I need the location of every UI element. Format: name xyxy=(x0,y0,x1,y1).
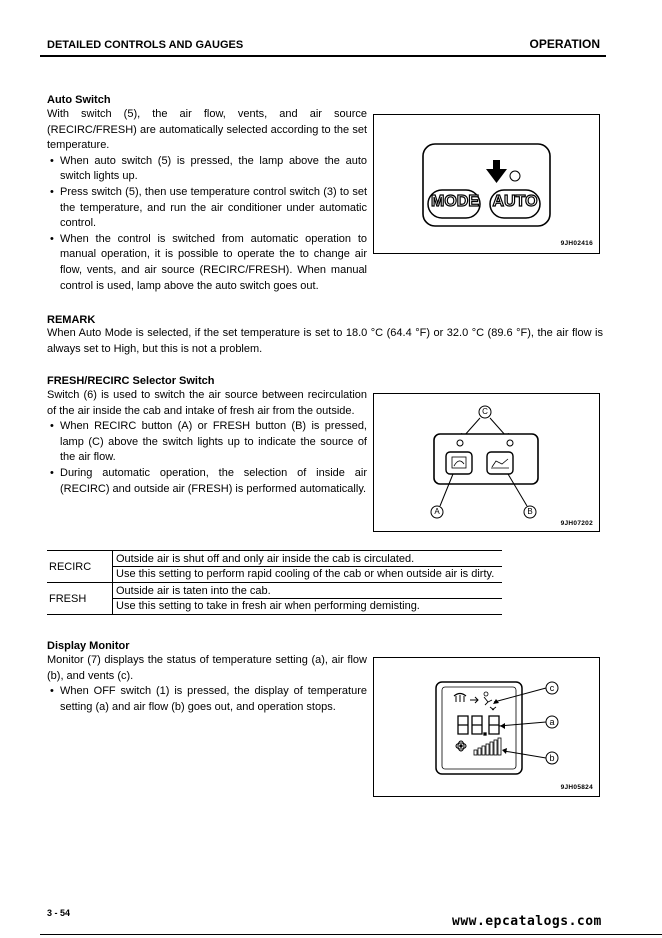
callout-c-label: C xyxy=(482,407,488,416)
fresh-recirc-title: FRESH/RECIRC Selector Switch xyxy=(47,375,215,387)
auto-switch-title: Auto Switch xyxy=(47,94,111,106)
fresh-recirc-body xyxy=(47,388,367,497)
callout-c-label: c xyxy=(549,683,555,693)
display-monitor-bullet: • When OFF switch (1) is pressed, the display of temperature setting (a) and air flow (b) goes out, and operation stops. xyxy=(47,684,367,715)
fresh-recirc-bullet: • During automatic operation, the selection of inside air (RECIRC) and outside air (FRESH) is performed automatically. xyxy=(47,466,367,497)
auto-switch-figure xyxy=(373,114,600,254)
mode-button-label: MODE xyxy=(431,193,479,210)
callout-b-label: b xyxy=(549,753,555,763)
display-monitor-illustration xyxy=(374,658,599,796)
page-number: 3 - 54 xyxy=(47,908,71,918)
mode-desc-line: Use this setting to take in fresh air when performing demisting. xyxy=(113,598,502,613)
auto-switch-bullet: • When auto switch (5) is pressed, the lamp above the auto switch lights up. xyxy=(47,154,367,185)
callout-b-label: B xyxy=(527,507,533,516)
running-header-right: OPERATION xyxy=(529,37,600,51)
auto-switch-intro: With switch (5), the air flow, vents, and air source (RECIRC/FRESH) are automatically selected according to the set temperature. xyxy=(47,108,367,152)
display-monitor-title: Display Monitor xyxy=(47,640,130,652)
auto-switch-bullet: • When the control is switched from automatic operation to manual operation, it is possible to operate the to change air flow, vents, and air source (RECIRC/FRESH). When manual control is used, lamp above the auto switch goes out. xyxy=(47,232,367,294)
fresh-lamp-icon xyxy=(507,440,513,446)
header-rule xyxy=(40,55,606,57)
mode-desc-line: Outside air is shut off and only air inside the cab is circulated. xyxy=(116,553,415,565)
mode-desc-line: Outside air is taten into the cab. xyxy=(116,585,271,597)
table-row xyxy=(47,583,502,615)
callout-a-label: A xyxy=(434,507,440,516)
mode-description xyxy=(113,583,503,615)
callout-a-label: a xyxy=(549,717,555,727)
auto-switch-panel-illustration xyxy=(374,115,599,253)
auto-switch-body xyxy=(47,107,367,294)
table-row xyxy=(47,551,502,583)
fresh-recirc-bullet: • When RECIRC button (A) or FRESH button (B) is pressed, lamp (C) above the switch lights up to indicate the source of the air flow. xyxy=(47,419,367,466)
display-monitor-figure xyxy=(373,657,600,797)
mode-name: RECIRC xyxy=(47,551,113,583)
air-source-table xyxy=(47,550,502,615)
auto-switch-bullets xyxy=(47,154,367,294)
watermark-url: www.epcatalogs.com xyxy=(452,914,602,929)
display-monitor-intro: Monitor (7) displays the status of temperature setting (a), air flow (b), and vents (c). xyxy=(47,654,367,682)
display-monitor-bullets xyxy=(47,684,367,715)
fresh-recirc-bullets xyxy=(47,419,367,497)
fresh-recirc-figure xyxy=(373,393,600,532)
running-header-left: DETAILED CONTROLS AND GAUGES xyxy=(47,39,244,51)
figure-code: 9JH07202 xyxy=(560,520,593,527)
mode-description xyxy=(113,551,503,583)
recirc-lamp-icon xyxy=(457,440,463,446)
figure-code: 9JH05824 xyxy=(560,784,593,791)
footer-rule xyxy=(40,934,662,935)
auto-lamp-icon xyxy=(510,171,520,181)
display-monitor-body xyxy=(47,653,367,715)
mode-desc-line: Use this setting to perform rapid cooling of the cab or when outside air is dirty. xyxy=(113,566,502,581)
figure-code: 9JH02416 xyxy=(560,240,593,247)
remark-text: When Auto Mode is selected, if the set temperature is set to 18.0 °C (64.4 °F) or 32.0 °C (89.6 °F), the air flow is always set to High, but this is not a problem. xyxy=(47,327,603,355)
fresh-recirc-intro: Switch (6) is used to switch the air source between recirculation of the air inside the cab and intake of fresh air from the outside. xyxy=(47,389,367,417)
mode-name: FRESH xyxy=(47,583,113,615)
auto-switch-bullet: • Press switch (5), then use temperature control switch (3) to set the temperature, and run the air conditioner under automatic control. xyxy=(47,185,367,232)
auto-button-label: AUTO xyxy=(492,193,538,210)
remark-title: REMARK xyxy=(47,314,96,326)
